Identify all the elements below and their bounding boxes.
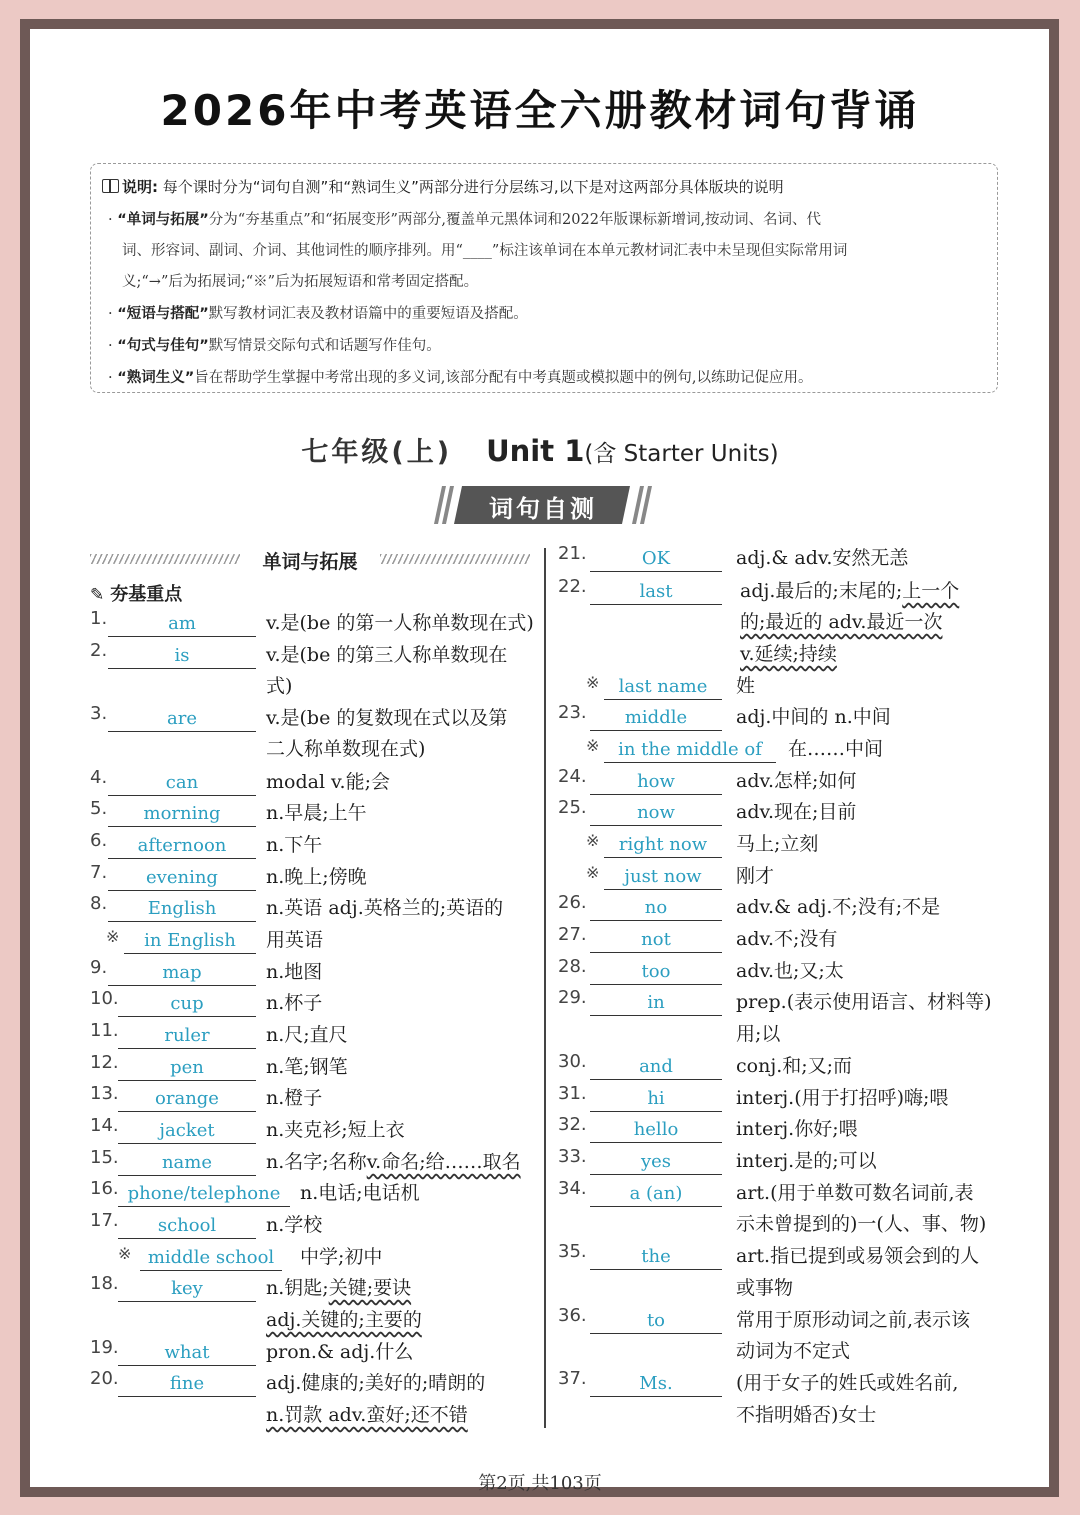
- answer-blank[interactable]: now: [590, 801, 722, 826]
- item-number: 18.: [90, 1273, 119, 1294]
- answer-blank[interactable]: no: [590, 896, 722, 921]
- definition: pron.& adj.什么: [266, 1341, 414, 1363]
- extended-meaning: 关键;要诀: [328, 1277, 412, 1299]
- answer-blank[interactable]: too: [590, 960, 722, 985]
- answer-blank[interactable]: how: [590, 770, 722, 795]
- answer-blank[interactable]: school: [118, 1214, 256, 1239]
- definition-continued: n.罚款 adv.蛮好;还不错: [266, 1404, 468, 1426]
- answer-blank[interactable]: are: [108, 707, 256, 732]
- definition: conj.和;又;而: [736, 1055, 853, 1077]
- instructions-heading-text: 每个课时分为“词句自测”和“熟词生义”两部分进行分层练习,以下是对这两部分具体版块的说明: [162, 178, 784, 196]
- answer-blank[interactable]: phone/telephone: [118, 1182, 290, 1207]
- item-number: 36.: [558, 1305, 587, 1326]
- answer-blank[interactable]: a (an): [590, 1182, 722, 1207]
- answer-blank[interactable]: last: [590, 580, 722, 605]
- item-number: 35.: [558, 1241, 587, 1262]
- answer-blank[interactable]: last name: [604, 675, 722, 700]
- item-number: 17.: [90, 1210, 119, 1231]
- instructions-line: · “熟词生义”旨在帮助学生掌握中考常出现的多义词,该部分配有中考真题或模拟题中的例句,以练助记促应用。: [108, 370, 813, 386]
- definition: n.下午: [266, 834, 323, 856]
- answer-blank[interactable]: OK: [590, 547, 722, 572]
- answer-blank[interactable]: can: [108, 771, 256, 796]
- answer-blank[interactable]: and: [590, 1055, 722, 1080]
- item-number: 1.: [90, 608, 108, 629]
- definition-text: n.名字;名称: [266, 1151, 367, 1173]
- definition: [266, 1147, 521, 1178]
- definition: n.夹克衫;短上衣: [266, 1119, 405, 1141]
- term-label: “句式与佳句”: [117, 338, 209, 354]
- definition: 常用于原形动词之前,表示该: [736, 1309, 971, 1331]
- definition-continued: adj.关键的;主要的: [266, 1309, 422, 1331]
- item-number: 33.: [558, 1146, 587, 1167]
- definition: interj.你好;喂: [736, 1118, 858, 1140]
- definition: 中学;初中: [300, 1246, 383, 1268]
- term-label: “单词与拓展”: [117, 212, 209, 228]
- answer-blank[interactable]: not: [590, 928, 722, 953]
- answer-blank[interactable]: what: [118, 1341, 256, 1366]
- item-number: 20.: [90, 1368, 119, 1389]
- answer-blank[interactable]: afternoon: [108, 834, 256, 859]
- item-number: 30.: [558, 1051, 587, 1072]
- item-number: 25.: [558, 797, 587, 818]
- item-number: 2.: [90, 640, 108, 661]
- definition: n.笔;钢笔: [266, 1056, 348, 1078]
- definition: prep.(表示使用语言、材料等): [736, 991, 992, 1013]
- definition-continued: 二人称单数现在式): [266, 738, 426, 760]
- phrase-marker: ※: [586, 863, 600, 882]
- term-text: 旨在帮助学生掌握中考常出现的多义词,该部分配有中考真题或模拟题中的例句,以练助记促应用。: [194, 370, 813, 386]
- hatch-decoration: [90, 554, 240, 564]
- definition: n.橙子: [266, 1087, 323, 1109]
- definition-continued: 式): [266, 675, 293, 697]
- phrase-marker: ※: [586, 736, 600, 755]
- answer-blank[interactable]: middle: [590, 706, 722, 731]
- section-heading-label: 单词与拓展: [262, 551, 358, 573]
- item-number: 13.: [90, 1083, 119, 1104]
- definition: v.是(be 的复数现在式以及第: [266, 707, 508, 729]
- definition: adj.& adv.安然无恙: [736, 547, 909, 569]
- definition-text: adj.最后的;末尾的;: [740, 580, 903, 602]
- definition: n.杯子: [266, 992, 323, 1014]
- answer-blank[interactable]: to: [590, 1309, 722, 1334]
- definition: n.早晨;上午: [266, 802, 367, 824]
- definition: adv.也;又;太: [736, 960, 844, 982]
- item-number: 10.: [90, 988, 119, 1009]
- instructions-line: · “句式与佳句”默写情景交际句式和话题写作佳句。: [108, 338, 441, 354]
- page-number: 第2页,共103页: [478, 1473, 602, 1494]
- definition: v.是(be 的第一人称单数现在式): [266, 612, 534, 634]
- item-number: 4.: [90, 767, 108, 788]
- definition: n.电话;电话机: [300, 1182, 420, 1204]
- answer-blank[interactable]: am: [108, 612, 256, 637]
- definition: 在……中间: [788, 738, 884, 760]
- section-heading: [90, 546, 530, 572]
- item-number: 27.: [558, 924, 587, 945]
- item-number: 14.: [90, 1115, 119, 1136]
- term-text: 默写情景交际句式和话题写作佳句。: [208, 338, 441, 354]
- instructions-heading: [102, 176, 784, 197]
- item-number: 32.: [558, 1114, 587, 1135]
- definition: [740, 576, 959, 607]
- definition: modal v.能;会: [266, 771, 390, 793]
- pencil-icon: ✎: [90, 585, 105, 605]
- definition: 马上;立刻: [736, 833, 819, 855]
- definition: adv.现在;目前: [736, 801, 857, 823]
- answer-blank[interactable]: cup: [118, 992, 256, 1017]
- item-number: 21.: [558, 543, 587, 564]
- item-number: 5.: [90, 798, 108, 819]
- answer-blank[interactable]: pen: [118, 1056, 256, 1081]
- definition-continued: 的;最近的 adv.最近一次: [740, 611, 943, 633]
- answer-blank[interactable]: Ms.: [590, 1372, 722, 1397]
- item-number: 34.: [558, 1178, 587, 1199]
- item-number: 26.: [558, 892, 587, 913]
- answer-blank[interactable]: right now: [604, 833, 722, 858]
- answer-blank[interactable]: map: [108, 961, 256, 986]
- answer-blank[interactable]: yes: [590, 1150, 722, 1175]
- definition-continued: 不指明婚否)女士: [736, 1404, 877, 1426]
- definition: art.指已提到或易领会到的人: [736, 1245, 980, 1267]
- term-text: 分为“夯基重点”和“拓展变形”两部分,覆盖单元黑体词和2022年版课标新增词,按动词、名词、代: [208, 212, 822, 228]
- item-number: 8.: [90, 893, 108, 914]
- definition: [266, 1273, 411, 1304]
- phrase-marker: ※: [106, 927, 120, 946]
- term-label: “短语与搭配”: [117, 306, 209, 322]
- definition: n.地图: [266, 961, 323, 983]
- page-title: 2026年中考英语全六册教材词句背诵: [160, 86, 920, 135]
- term-label: “熟词生义”: [117, 370, 195, 386]
- extended-meaning: 上一个: [902, 580, 960, 602]
- definition: n.学校: [266, 1214, 323, 1236]
- item-number: 31.: [558, 1083, 587, 1104]
- answer-blank[interactable]: English: [108, 897, 256, 922]
- instructions-line: · “短语与搭配”默写教材词汇表及教材语篇中的重要短语及搭配。: [108, 306, 528, 322]
- definition: 姓: [736, 675, 756, 697]
- item-number: 16.: [90, 1178, 119, 1199]
- answer-blank[interactable]: is: [108, 644, 256, 669]
- item-number: 28.: [558, 956, 587, 977]
- answer-blank[interactable]: in the middle of: [604, 738, 776, 763]
- definition: adv.& adj.不;没有;不是: [736, 896, 941, 918]
- definition: 刚才: [736, 865, 775, 887]
- definition: art.(用于单数可数名词前,表: [736, 1182, 974, 1204]
- subsection-label: 夯基重点: [110, 584, 183, 605]
- definition-continued: 用;以: [736, 1023, 781, 1045]
- answer-blank[interactable]: name: [118, 1151, 256, 1176]
- term-text: 默写教材词汇表及教材语篇中的重要短语及搭配。: [208, 306, 528, 322]
- answer-blank[interactable]: just now: [604, 865, 722, 890]
- definition: n.尺;直尺: [266, 1024, 348, 1046]
- answer-blank[interactable]: jacket: [118, 1119, 256, 1144]
- answer-blank[interactable]: key: [118, 1277, 256, 1302]
- item-number: 19.: [90, 1337, 119, 1358]
- grade-label: 七年级(上): [301, 437, 453, 468]
- definition: (用于女子的姓氏或姓名前,: [736, 1372, 959, 1394]
- answer-blank[interactable]: middle school: [140, 1246, 282, 1271]
- definition: adj.中间的 n.中间: [736, 706, 891, 728]
- answer-blank[interactable]: evening: [108, 866, 256, 891]
- extended-meaning: v.命名;给……取名: [366, 1151, 521, 1173]
- hatch-decoration: [380, 554, 530, 564]
- answer-blank[interactable]: the: [590, 1245, 722, 1270]
- subsection-heading: [90, 580, 182, 606]
- definition: v.是(be 的第三人称单数现在: [266, 644, 508, 666]
- answer-blank[interactable]: morning: [108, 802, 256, 827]
- unit-subtitle: (含 Starter Units): [584, 441, 779, 467]
- instructions-line: 义;“→”后为拓展词;“※”后为拓展短语和常考固定搭配。: [122, 274, 479, 290]
- definition: interj.(用于打招呼)嗨;喂: [736, 1087, 949, 1109]
- answer-blank[interactable]: fine: [118, 1372, 256, 1397]
- item-number: 3.: [90, 703, 108, 724]
- item-number: 12.: [90, 1052, 119, 1073]
- phrase-marker: ※: [586, 673, 600, 692]
- column-divider: [544, 548, 546, 1428]
- definition: 用英语: [266, 929, 324, 951]
- item-number: 6.: [90, 830, 108, 851]
- item-number: 7.: [90, 862, 108, 883]
- item-number: 24.: [558, 766, 587, 787]
- definition-text: n.钥匙;: [266, 1277, 329, 1299]
- item-number: 9.: [90, 957, 108, 978]
- answer-blank[interactable]: hello: [590, 1118, 722, 1143]
- item-number: 22.: [558, 576, 587, 597]
- instructions-line: 词、形容词、副词、介词、其他词性的顺序排列。用“____”标注该单词在本单元教材词汇表中未呈现但实际常用词: [122, 243, 848, 259]
- answer-blank[interactable]: orange: [118, 1087, 256, 1112]
- definition-continued: 动词为不定式: [736, 1340, 851, 1362]
- book-icon: [102, 179, 119, 193]
- definition: adj.健康的;美好的;晴朗的: [266, 1372, 486, 1394]
- definition: n.英语 adj.英格兰的;英语的: [266, 897, 504, 919]
- item-number: 37.: [558, 1368, 587, 1389]
- definition: interj.是的;可以: [736, 1150, 877, 1172]
- answer-blank[interactable]: in: [590, 991, 722, 1016]
- answer-blank[interactable]: hi: [590, 1087, 722, 1112]
- phrase-marker: ※: [586, 831, 600, 850]
- item-number: 15.: [90, 1147, 119, 1168]
- section-banner-text: 词句自测: [489, 495, 597, 523]
- definition-continued: 或事物: [736, 1277, 794, 1299]
- item-number: 29.: [558, 987, 587, 1008]
- instructions-label: 说明:: [122, 178, 158, 196]
- item-number: 23.: [558, 702, 587, 723]
- answer-blank[interactable]: in English: [124, 929, 256, 954]
- definition: adv.不;没有: [736, 928, 838, 950]
- instructions-line: · “单词与拓展”分为“夯基重点”和“拓展变形”两部分,覆盖单元黑体词和2022年版课标新增词,按动词、名词、代: [108, 212, 822, 228]
- phrase-marker: ※: [118, 1244, 132, 1263]
- unit-heading: [0, 430, 1080, 469]
- definition: adv.怎样;如何: [736, 770, 857, 792]
- definition: n.晚上;傍晚: [266, 866, 367, 888]
- unit-label: Unit 1: [486, 434, 585, 468]
- item-number: 11.: [90, 1020, 119, 1041]
- definition-continued: 示未曾提到的)一(人、事、物): [736, 1213, 987, 1235]
- definition-continued: v.延续;持续: [740, 643, 837, 665]
- answer-blank[interactable]: ruler: [118, 1024, 256, 1049]
